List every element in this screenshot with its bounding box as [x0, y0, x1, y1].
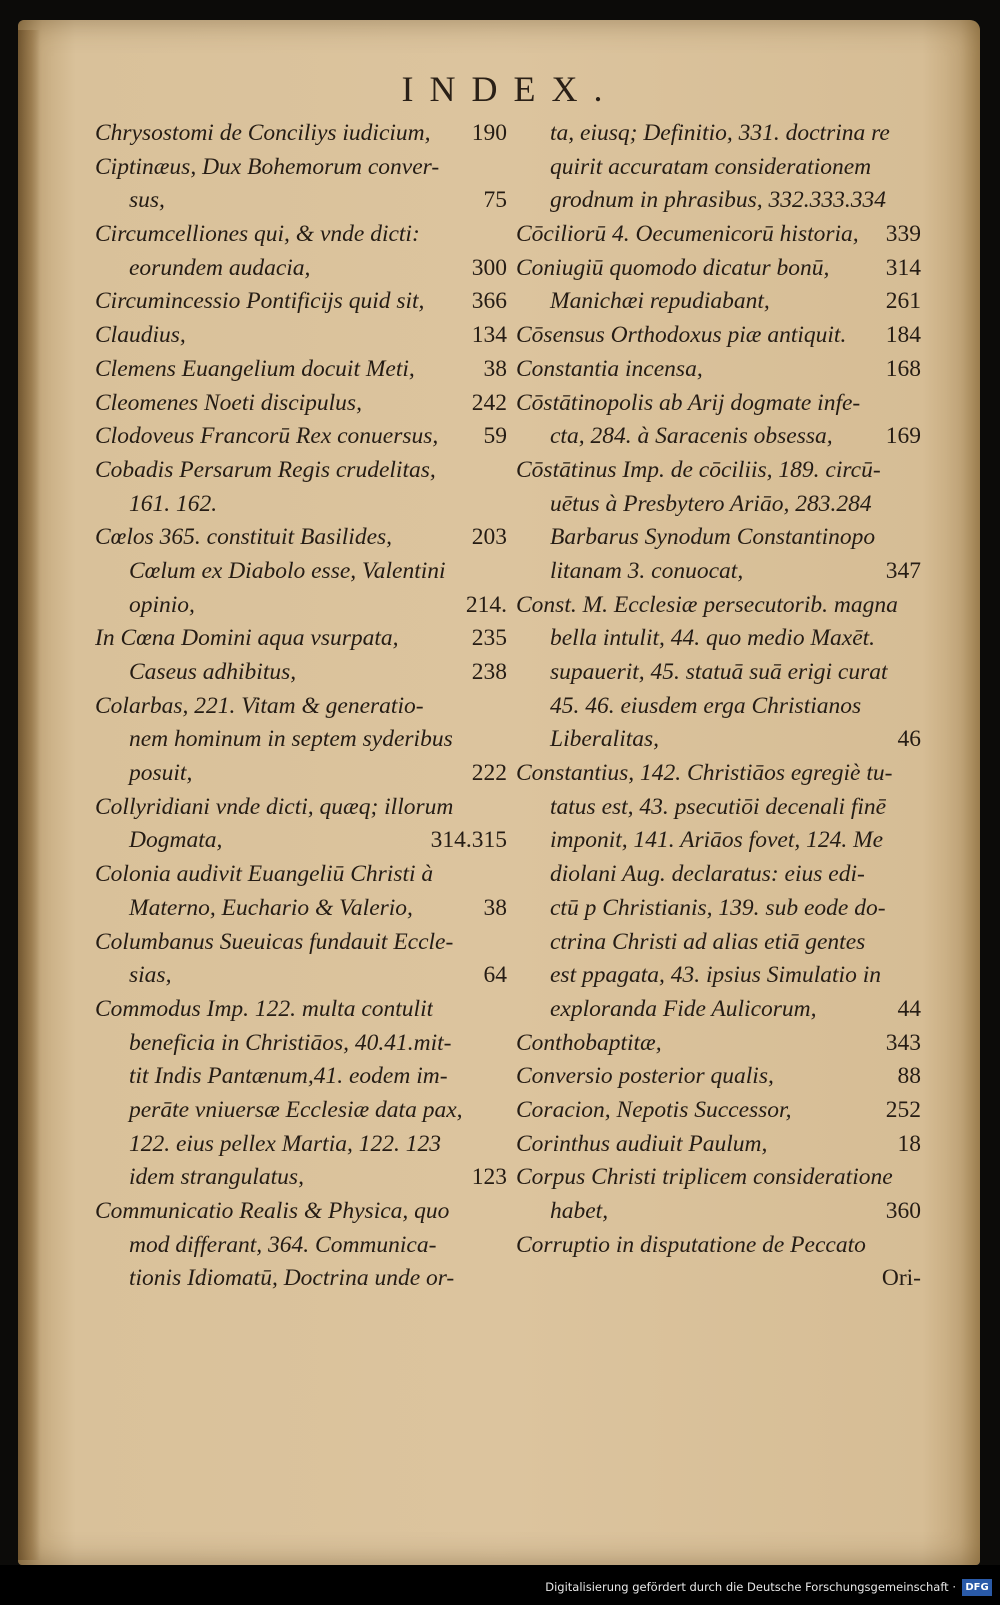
- page-number: 222: [471, 760, 507, 787]
- index-entry-line: [516, 1229, 921, 1263]
- index-entry-line: [95, 1027, 507, 1061]
- entry-text: Ciptinæus, Dux Bohemorum conver-: [95, 153, 440, 180]
- entry-text: cta, 284. à Saracenis obsessa,: [550, 423, 833, 450]
- index-entry-line: [516, 353, 921, 387]
- index-entry-line: [95, 791, 507, 825]
- index-entry-line: [95, 757, 507, 791]
- index-entry-line: [95, 319, 507, 353]
- entry-text: Corruptio in disputatione de Peccato: [516, 1231, 866, 1258]
- index-entry-line: [516, 117, 921, 151]
- entry-text: nem hominum in septem syderibus: [129, 726, 453, 753]
- index-entry-line: [516, 622, 921, 656]
- index-entry-line: [95, 1262, 507, 1296]
- index-entry-line: [516, 521, 921, 555]
- entry-text: Const. M. Ecclesiæ persecutorib. magna: [516, 591, 898, 618]
- index-entry-line: [95, 1195, 507, 1229]
- index-entry-line: [516, 926, 921, 960]
- entry-text: ctū p Christianis, 139. sub eode do-: [550, 894, 886, 921]
- entry-text: Circumcelliones qui, & vnde dicti:: [95, 221, 420, 248]
- page-number: 64: [483, 962, 507, 989]
- entry-text: mod differant, 364. Communica-: [129, 1231, 437, 1258]
- page-number: 38: [483, 894, 507, 921]
- entry-text: Cōsensus Orthodoxus piæ antiquit.: [516, 322, 847, 349]
- entry-text: posuit,: [129, 760, 193, 787]
- page-number: 214.: [465, 591, 507, 618]
- entry-text: supauerit, 45. statuā suā erigi curat: [550, 659, 888, 685]
- index-entry-line: [95, 892, 507, 926]
- entry-text: tatus est, 43. psecutiōi decenali finē: [550, 793, 887, 820]
- page-number: 190: [471, 120, 507, 146]
- index-entry-line: [95, 690, 507, 724]
- index-entry-line: [516, 555, 921, 589]
- entry-text: habet,: [550, 1198, 609, 1224]
- entry-text: Conversio posterior qualis,: [516, 1063, 774, 1090]
- page-number: 261: [885, 288, 921, 315]
- page-number: 235: [471, 625, 507, 652]
- index-entry-line: [95, 858, 507, 892]
- page-number: 44: [897, 995, 921, 1022]
- entry-text: grodnum in phrasibus, 332.333.334: [550, 187, 886, 214]
- index-entry-line: [516, 420, 921, 454]
- page-number: 360: [885, 1198, 921, 1224]
- entry-text: Conthobaptitæ,: [516, 1029, 662, 1056]
- index-entry-line: [516, 892, 921, 926]
- page-number: 203: [471, 524, 507, 551]
- entry-text: Claudius,: [95, 322, 186, 349]
- entry-text: Circumincessio Pontificijs quid sit,: [95, 288, 425, 315]
- index-entry-line: [95, 622, 507, 656]
- index-entry-line: [95, 353, 507, 387]
- entry-text: In Cœna Domini aqua vsurpata,: [95, 625, 399, 652]
- index-entry-line: [516, 993, 921, 1027]
- index-entry-line: [95, 959, 507, 993]
- entry-text: ctrina Christi ad alias etiā gentes: [550, 928, 866, 955]
- page-number: 169: [885, 423, 921, 450]
- footer-credit: Digitalisierung gefördert durch die Deutsche Forschungsgemeinschaft ·: [545, 1580, 956, 1594]
- page-number: 184: [885, 322, 921, 349]
- entry-text: litanam 3. conuocat,: [550, 557, 744, 584]
- index-entry-line: [516, 858, 921, 892]
- page-number: 134: [471, 322, 507, 349]
- entry-text: Clodoveus Francorū Rex conuersus,: [95, 423, 439, 450]
- entry-text: perāte vniuersæ Ecclesiæ data pax,: [129, 1096, 463, 1123]
- index-entry-line: [516, 656, 921, 690]
- page-number: 88: [897, 1063, 921, 1090]
- index-entry-line: [516, 757, 921, 791]
- binding-edge: [18, 30, 40, 1560]
- index-entry-line: [516, 151, 921, 185]
- entry-text: Caseus adhibitus,: [129, 659, 297, 685]
- index-entry-line: [95, 1128, 507, 1162]
- entry-text: Commodus Imp. 122. multa contulit: [95, 995, 434, 1022]
- entry-text: diolani Aug. declaratus: eius edi-: [550, 861, 865, 888]
- index-entry-line: [516, 319, 921, 353]
- entry-text: ta, eiusq; Definitio, 331. doctrina re: [550, 120, 890, 146]
- entry-text: Communicatio Realis & Physica, quo: [95, 1198, 450, 1224]
- page-header: INDEX.: [401, 69, 619, 109]
- page-number: 339: [885, 221, 921, 248]
- page-number: 238: [471, 659, 507, 685]
- index-entry-line: [95, 117, 507, 151]
- entry-text: Chrysostomi de Conciliys iudicium,: [95, 120, 431, 146]
- index-entry-line: [95, 252, 507, 286]
- index-entry-line: [95, 1060, 507, 1094]
- entry-text: Cōstātinus Imp. de cōciliis, 189. circū-: [516, 456, 881, 483]
- entry-text: Constantius, 142. Christiāos egregiè tu-: [516, 760, 893, 787]
- page-number: 38: [483, 355, 507, 382]
- entry-text: exploranda Fide Aulicorum,: [550, 995, 817, 1022]
- page-number: 75: [483, 187, 507, 214]
- entry-text: Corpus Christi triplicem consideratione: [516, 1164, 893, 1191]
- page-number: 18: [897, 1130, 921, 1157]
- index-entry-line: [95, 926, 507, 960]
- index-entry-line: [95, 420, 507, 454]
- page-number: 347: [885, 557, 921, 584]
- entry-text: 122. eius pellex Martia, 122. 123: [129, 1130, 441, 1157]
- entry-text: Constantia incensa,: [516, 355, 703, 382]
- page-number: 123: [471, 1164, 507, 1191]
- index-entry-line: [95, 521, 507, 555]
- entry-text: 161. 162.: [129, 490, 218, 517]
- entry-text: Manichæi repudiabant,: [550, 288, 770, 315]
- index-entry-line: [516, 1060, 921, 1094]
- index-entry-line: [95, 993, 507, 1027]
- page-number: 59: [483, 423, 507, 450]
- index-entry-line: [516, 1027, 921, 1061]
- page-number: 366: [471, 288, 507, 315]
- index-entry-line: [95, 555, 507, 589]
- entry-text: beneficia in Christiāos, 40.41.mit-: [129, 1029, 452, 1056]
- index-entry-line: [516, 824, 921, 858]
- page-number: 314: [885, 254, 921, 281]
- index-entry-line: [95, 218, 507, 252]
- index-entry-line: [95, 1094, 507, 1128]
- entry-text: Coniugiū quomodo dicatur bonū,: [516, 254, 830, 281]
- entry-text: Cœlos 365. constituit Basilides,: [95, 524, 393, 551]
- page-number: 314.315: [430, 827, 507, 854]
- index-entry-line: [516, 589, 921, 623]
- entry-text: Columbanus Sueuicas fundauit Eccle-: [95, 928, 454, 955]
- index-entry-line: [516, 1262, 921, 1296]
- entry-text: Coracion, Nepotis Successor,: [516, 1096, 792, 1123]
- index-entry-line: [95, 1161, 507, 1195]
- index-entry-line: [95, 589, 507, 623]
- index-entry-line: [516, 184, 921, 218]
- index-entry-line: [516, 791, 921, 825]
- entry-text: Clemens Euangelium docuit Meti,: [95, 355, 415, 382]
- index-entry-line: [95, 454, 507, 488]
- entry-text: Liberalitas,: [550, 726, 660, 753]
- entry-text: tit Indis Pantænum,41. eodem im-: [129, 1063, 448, 1090]
- entry-text: Dogmata,: [129, 827, 223, 854]
- entry-text: Cōciliorū 4. Oecumenicorū historia,: [516, 221, 859, 248]
- index-entry-line: [516, 1128, 921, 1162]
- index-column-right: [516, 117, 921, 1296]
- index-entry-line: [516, 488, 921, 522]
- index-entry-line: [516, 690, 921, 724]
- page-number: 252: [885, 1096, 921, 1123]
- entry-text: Collyridiani vnde dicti, quæq; illorum: [95, 793, 454, 820]
- page-number: 242: [471, 389, 507, 416]
- entry-text: Cōstātinopolis ab Arij dogmate infe-: [516, 389, 861, 416]
- index-entry-line: [516, 1161, 921, 1195]
- index-entry-line: [516, 454, 921, 488]
- index-entry-line: [95, 824, 507, 858]
- index-entry-line: [95, 488, 507, 522]
- entry-text: bella intulit, 44. quo medio Maxēt.: [550, 625, 876, 652]
- index-entry-line: [516, 959, 921, 993]
- page-number: 343: [885, 1029, 921, 1056]
- entry-text: imponit, 141. Ariāos fovet, 124. Me: [550, 827, 884, 854]
- index-entry-line: [516, 387, 921, 421]
- entry-text: tionis Idiomatū, Doctrina unde or-: [129, 1265, 455, 1292]
- footer-bar: [0, 1565, 1000, 1605]
- entry-text: eorundem audacia,: [129, 254, 311, 281]
- page-number: 300: [471, 254, 507, 281]
- index-entry-line: [95, 151, 507, 185]
- entry-text: sus,: [129, 187, 165, 214]
- index-entry-line: [95, 723, 507, 757]
- index-entry-line: [95, 184, 507, 218]
- index-entry-line: [95, 656, 507, 690]
- entry-text: sias,: [129, 962, 172, 989]
- index-column-left: [95, 117, 507, 1296]
- entry-text: Cœlum ex Diabolo esse, Valentini: [129, 557, 446, 584]
- index-entry-line: [516, 723, 921, 757]
- index-entry-line: [516, 1195, 921, 1229]
- entry-text: Cleomenes Noeti discipulus,: [95, 389, 362, 416]
- index-entry-line: [516, 285, 921, 319]
- entry-text: opinio,: [129, 591, 195, 618]
- index-entry-line: [516, 218, 921, 252]
- entry-text: est ppagata, 43. ipsius Simulatio in: [550, 962, 881, 989]
- index-entry-line: [95, 1229, 507, 1263]
- index-entry-line: [95, 285, 507, 319]
- entry-text: Barbarus Synodum Constantinopo: [550, 524, 876, 551]
- entry-text: uētus à Presbytero Ariāo, 283.284: [550, 490, 872, 517]
- page-number: 46: [897, 726, 921, 753]
- entry-text: Colonia audivit Euangeliū Christi à: [95, 861, 434, 888]
- dfg-logo: DFG: [962, 1579, 992, 1596]
- index-entry-line: [95, 387, 507, 421]
- entry-text: 45. 46. eiusdem erga Christianos: [550, 692, 862, 719]
- page-number: 168: [885, 355, 921, 382]
- entry-text: Corinthus audiuit Paulum,: [516, 1130, 768, 1157]
- entry-text: Colarbas, 221. Vitam & generatio-: [95, 692, 424, 719]
- entry-text: Materno, Euchario & Valerio,: [129, 894, 413, 921]
- entry-text: Cobadis Persarum Regis crudelitas,: [95, 456, 436, 483]
- index-entry-line: [516, 1094, 921, 1128]
- entry-text: idem strangulatus,: [129, 1164, 304, 1191]
- index-entry-line: [516, 252, 921, 286]
- entry-text: quirit accuratam considerationem: [550, 153, 872, 180]
- page-number: Ori-: [881, 1265, 921, 1292]
